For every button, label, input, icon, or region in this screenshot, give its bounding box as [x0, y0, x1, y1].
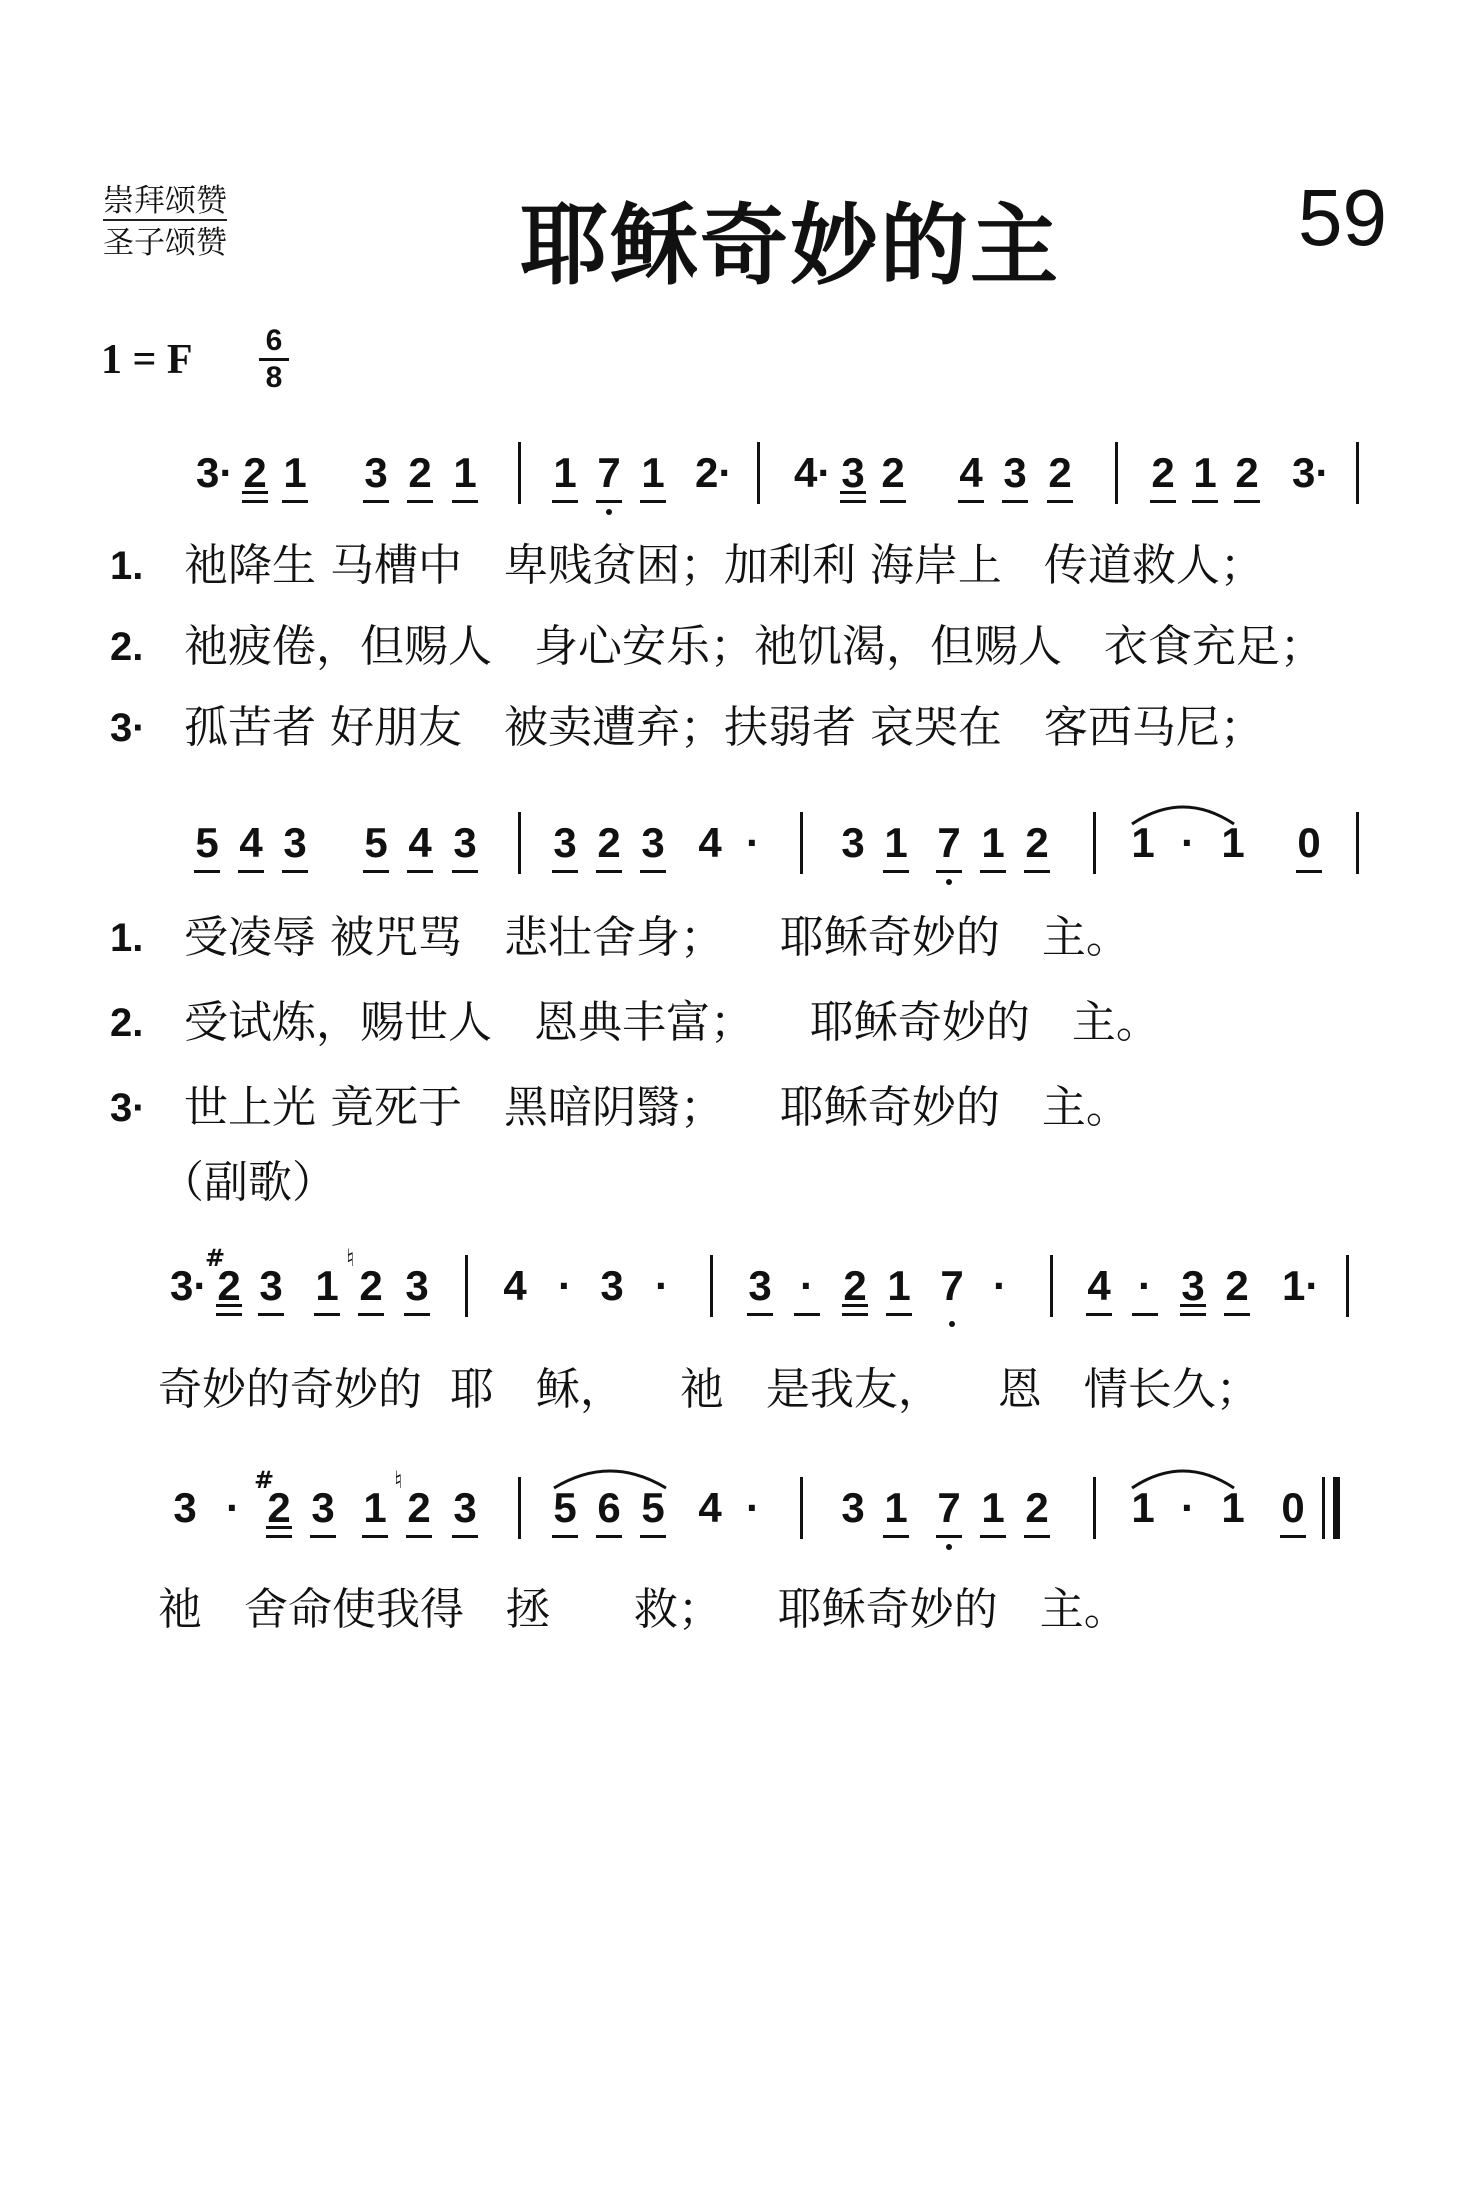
note: 3	[600, 1262, 624, 1309]
note: 3	[1000, 452, 1030, 494]
chorus-lyrics-line-2: 祂 舍命使我得 拯 救； 耶稣奇妙的 主。	[158, 1584, 1128, 1635]
note: 6	[594, 1487, 624, 1529]
note: 4	[956, 452, 986, 494]
note: ·	[746, 1484, 760, 1531]
time-denominator: 8	[265, 361, 283, 394]
note: 1	[638, 452, 668, 494]
note: 4	[698, 1484, 722, 1531]
verse-number: 2.	[110, 625, 144, 669]
note: 1	[881, 822, 911, 864]
note: 2	[1045, 452, 1075, 494]
bar-line	[710, 1255, 713, 1317]
note: 1	[1221, 819, 1245, 866]
note: 2	[405, 452, 435, 494]
note: 1	[978, 822, 1008, 864]
bar-line	[757, 442, 760, 504]
bar-line	[518, 1477, 521, 1539]
final-bar-thin	[1322, 1477, 1325, 1539]
note: ·	[993, 1262, 1007, 1309]
note: ·	[1181, 1484, 1195, 1531]
note: 7	[934, 822, 964, 864]
note: 2	[1148, 452, 1178, 494]
note: 4	[1084, 1265, 1114, 1307]
note: 3	[450, 1487, 480, 1529]
verse-number: 1.	[110, 544, 144, 588]
chorus-label: （副歌）	[160, 1157, 336, 1208]
note: 2	[264, 1487, 294, 1529]
lyric-text: 孤苦者 好朋友 被卖遭弃；扶弱者 哀哭在 客西马尼；	[184, 702, 1264, 753]
note: 3	[280, 822, 310, 864]
note: 1	[881, 1487, 911, 1529]
note: 4	[236, 822, 266, 864]
note: 1	[450, 452, 480, 494]
bar-line	[465, 1255, 468, 1317]
note: 3·	[196, 449, 234, 496]
bar-line	[518, 812, 521, 874]
verse-number: 1.	[110, 916, 144, 960]
note: 2	[594, 822, 624, 864]
note: ·	[792, 1265, 822, 1307]
page-title: 耶稣奇妙的主	[520, 194, 1061, 297]
time-numerator: 6	[265, 324, 283, 357]
note: ·	[746, 819, 760, 866]
note: 4	[698, 819, 722, 866]
category-primary: 崇拜颂赞	[103, 183, 227, 219]
note: 2	[404, 1487, 434, 1529]
lyric-text: 祂疲倦，但赐人 身心安乐；祂饥渴，但赐人 衣食充足；	[184, 621, 1324, 672]
note: 5	[192, 822, 222, 864]
note: 4	[405, 822, 435, 864]
note: 2	[214, 1265, 244, 1307]
bar-line	[1093, 812, 1096, 874]
note: 1	[1221, 1484, 1245, 1531]
note: 3	[361, 452, 391, 494]
note: 2	[1022, 1487, 1052, 1529]
verse-number: 3·	[110, 1086, 146, 1130]
final-bar-thick	[1333, 1477, 1340, 1539]
note: 3	[308, 1487, 338, 1529]
note: ·	[1130, 1265, 1160, 1307]
note: 0	[1278, 1487, 1308, 1529]
note: 3	[402, 1265, 432, 1307]
bar-line	[1050, 1255, 1053, 1317]
note: 3	[838, 452, 868, 494]
note: 2	[1232, 452, 1262, 494]
note: 3	[450, 822, 480, 864]
note: 3	[745, 1265, 775, 1307]
note: 1	[884, 1265, 914, 1307]
note: 1	[312, 1265, 342, 1307]
note: ·	[558, 1262, 572, 1309]
natural-icon: ♮	[346, 1244, 355, 1272]
key-signature: 1 = F	[101, 337, 193, 383]
note: 2	[878, 452, 908, 494]
note: 5	[361, 822, 391, 864]
note: 3	[173, 1484, 197, 1531]
note: 4	[503, 1262, 527, 1309]
natural-icon: ♮	[394, 1466, 403, 1494]
bar-line	[800, 1477, 803, 1539]
time-signature	[259, 326, 289, 393]
bar-line	[800, 812, 803, 874]
verse-number: 2.	[110, 1001, 144, 1045]
note: 3	[550, 822, 580, 864]
note: 2	[840, 1265, 870, 1307]
bar-line	[1093, 1477, 1096, 1539]
bar-line	[1356, 812, 1359, 874]
note: 1·	[1282, 1262, 1320, 1309]
lyric-text: 祂降生 马槽中 卑贱贫困；加利利 海岸上 传道救人；	[184, 540, 1264, 591]
note: 1	[280, 452, 310, 494]
lyric-text: 受试炼，赐世人 恩典丰富； 耶稣奇妙的 主。	[184, 997, 1160, 1048]
note: 0	[1294, 822, 1324, 864]
lyric-text: 世上光 竟死于 黑暗阴翳； 耶稣奇妙的 主。	[184, 1082, 1130, 1133]
lyric-text: 受凌辱 被咒骂 悲壮舍身； 耶稣奇妙的 主。	[184, 912, 1130, 963]
bar-line	[1346, 1255, 1349, 1317]
note: 2·	[695, 449, 733, 496]
note: 3	[841, 1484, 865, 1531]
verse-number: 3·	[110, 706, 146, 750]
note: 1	[978, 1487, 1008, 1529]
sharp-icon: #	[205, 1244, 226, 1272]
note: 3·	[170, 1262, 208, 1309]
note: 3	[256, 1265, 286, 1307]
note: ·	[226, 1484, 240, 1531]
note: 4·	[794, 449, 832, 496]
note: 3	[841, 819, 865, 866]
note: 2	[240, 452, 270, 494]
note: 1	[360, 1487, 390, 1529]
note: 1	[1131, 819, 1155, 866]
note: 5	[638, 1487, 668, 1529]
note: 5	[550, 1487, 580, 1529]
note: 3	[1178, 1265, 1208, 1307]
note: 2	[356, 1265, 386, 1307]
chorus-lyrics-line-1: 奇妙的奇妙的 耶 稣， 祂 是我友， 恩 情长久；	[158, 1364, 1260, 1415]
category-secondary: 圣子颂赞	[103, 225, 227, 261]
note: 3	[638, 822, 668, 864]
note: 2	[1222, 1265, 1252, 1307]
note: 1	[1190, 452, 1220, 494]
sharp-icon: #	[254, 1466, 275, 1494]
note: 7	[934, 1487, 964, 1529]
note: 1	[1131, 1484, 1155, 1531]
bar-line	[1115, 442, 1118, 504]
bar-line	[1356, 442, 1359, 504]
note: 3·	[1292, 449, 1330, 496]
page-number: 59	[1298, 173, 1387, 262]
note: 1	[550, 452, 580, 494]
note: ·	[1181, 819, 1195, 866]
bar-line	[518, 442, 521, 504]
note: 2	[1022, 822, 1052, 864]
note: 7	[937, 1265, 967, 1307]
note: ·	[655, 1262, 669, 1309]
note: 7	[594, 452, 624, 494]
